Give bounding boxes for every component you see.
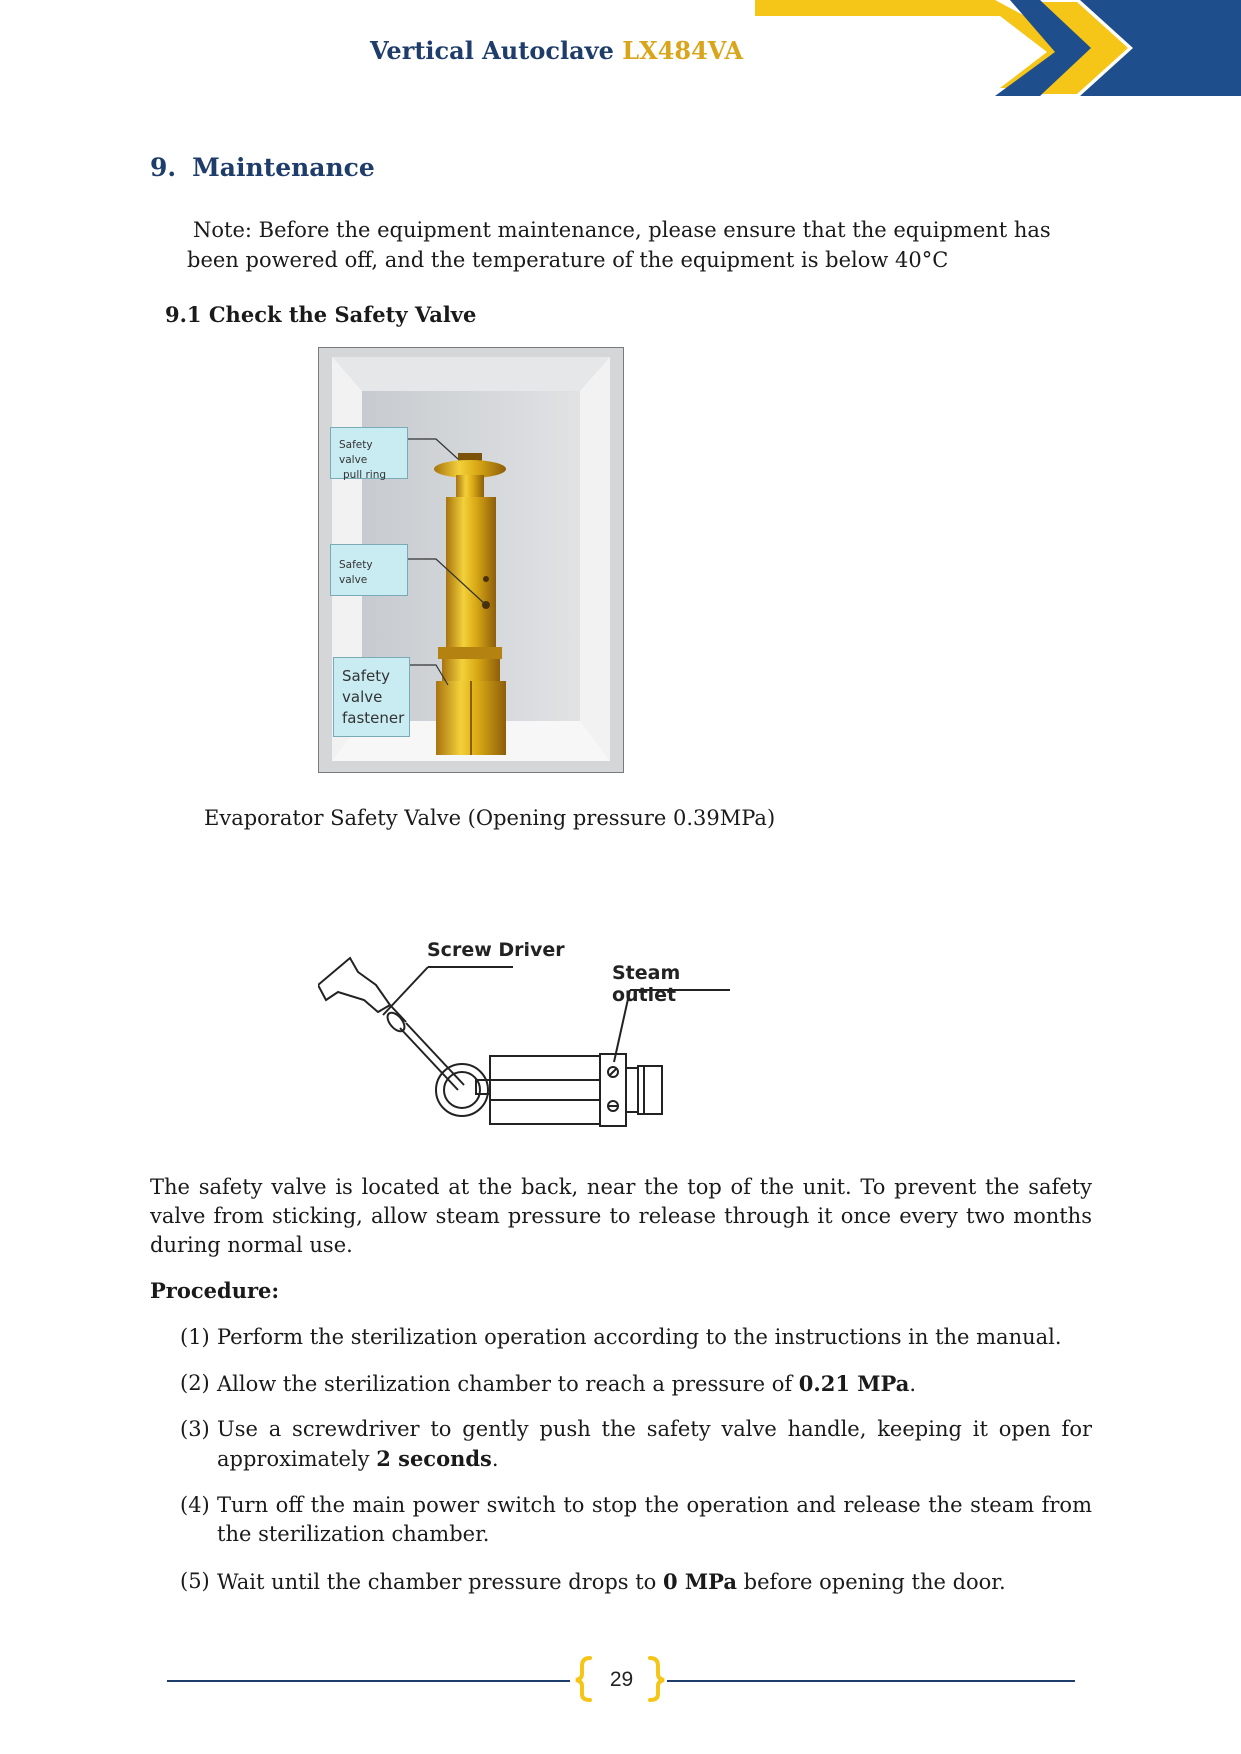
screwdriver-diagram <box>318 930 738 1130</box>
safety-valve-photo <box>318 347 624 773</box>
step-number: (1) <box>180 1325 210 1349</box>
maintenance-note: Note: Before the equipment maintenance, please ensure that the equipment has been powered off, and the temperature of the equipment is below 40°C <box>187 218 1051 272</box>
procedure-step <box>180 1491 1092 1549</box>
procedure-step <box>180 1567 1092 1597</box>
callout-valve-fastener: Safety valve fastener <box>333 657 410 737</box>
procedure-heading: Procedure: <box>150 1278 280 1303</box>
photo-caption: Evaporator Safety Valve (Opening pressure 0.39MPa) <box>204 806 776 830</box>
header-decoration <box>755 0 1241 96</box>
steam-outlet-label: Steam outlet <box>612 962 681 1006</box>
step-text: Wait until the chamber pressure drops to 0 MPa before opening the door. <box>217 1569 1006 1594</box>
step-number: (5) <box>180 1569 210 1593</box>
header-model: LX484VA <box>622 36 744 65</box>
procedure-step <box>180 1369 1092 1399</box>
procedure-step <box>180 1323 1092 1352</box>
step-text: Allow the sterilization chamber to reach a pressure of 0.21 MPa. <box>217 1371 917 1396</box>
step-text: Turn off the main power switch to stop the operation and release the steam from the sterilization chamber. <box>217 1493 1092 1546</box>
section-number: 9. <box>150 153 177 182</box>
page-number: 29 <box>609 1668 634 1691</box>
callout-pull-ring: Safety valve pull ring <box>330 427 408 479</box>
subsection-title: 9.1 Check the Safety Valve <box>165 302 477 327</box>
step-text: Perform the sterilization operation according to the instructions in the manual. <box>217 1325 1062 1349</box>
header-title <box>370 36 743 65</box>
step-number: (2) <box>180 1371 210 1395</box>
screw-driver-label: Screw Driver <box>427 939 565 961</box>
footer-rule-right <box>667 1680 1075 1682</box>
section-title-text: Maintenance <box>192 153 375 182</box>
step-text: Use a screwdriver to gently push the safety valve handle, keeping it open for approximately 2 seconds. <box>217 1417 1092 1471</box>
callout-safety-valve: Safety valve <box>330 544 408 596</box>
header-title-prefix: Vertical Autoclave <box>370 36 614 65</box>
step-number: (3) <box>180 1417 210 1441</box>
body-paragraph: The safety valve is located at the back, near the top of the unit. To prevent the safety valve from sticking, allow steam pressure to release through it once every two months during normal use. <box>150 1175 1092 1257</box>
section-title <box>150 153 375 182</box>
procedure-step <box>180 1415 1092 1474</box>
step-number: (4) <box>180 1493 210 1517</box>
footer-rule-left <box>167 1680 570 1682</box>
